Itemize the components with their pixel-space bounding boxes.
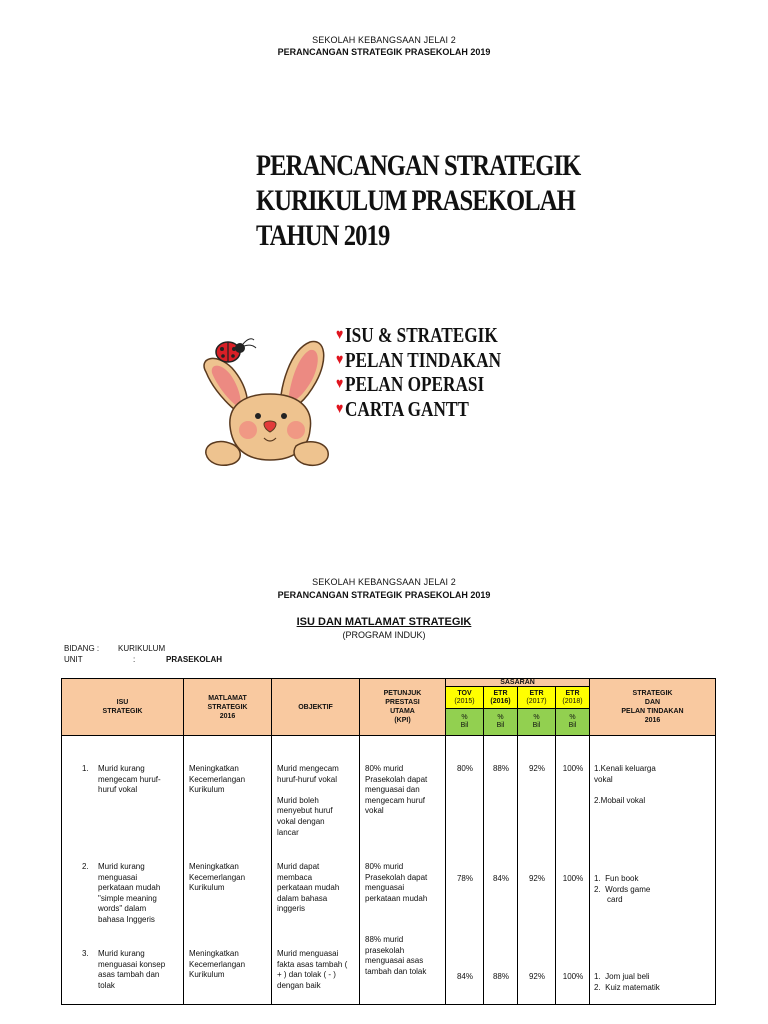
sasaran-col-tov: TOV (2015)	[446, 687, 484, 709]
cover-menu-item: ♥ CARTA GANTT	[336, 396, 469, 421]
kpi-text: 80% murid Prasekolah dapat menguasai perkataan mudah	[365, 862, 428, 903]
strategik-item-cont: card	[607, 895, 623, 905]
etr2017-cell	[518, 736, 556, 1005]
row-number: 3.	[82, 949, 89, 958]
strategik-item: 2. Words game	[594, 884, 651, 894]
header-strategik: STRATEGIK DAN PELAN TINDAKAN 2016	[590, 679, 716, 736]
tov-cell	[446, 736, 484, 1005]
bunny-illustration	[198, 330, 338, 472]
heart-icon: ♥	[336, 327, 344, 343]
plan-title: PERANCANGAN STRATEGIK PRASEKOLAH 2019	[277, 47, 491, 57]
etr2018-value: 100%	[562, 874, 584, 883]
header-kpi: PETUNJUK PRESTASI UTAMA (KPI)	[360, 679, 446, 736]
sasaran-sub: % Bil	[518, 709, 556, 736]
strategik-text: 1.Kenali keluarga vokal 2.Mobail vokal	[594, 764, 656, 805]
bidang-label: BIDANG :	[64, 644, 100, 653]
matlamat-cell	[184, 736, 272, 1005]
cover-menu	[336, 323, 501, 421]
tov-value: 80%	[456, 764, 473, 773]
sasaran-sub: % Bil	[446, 709, 484, 736]
strategik-item: 2. Kuiz matematik	[594, 982, 660, 992]
strategy-table	[61, 678, 716, 1005]
isu-text: Murid kurang mengecam huruf- huruf vokal	[98, 764, 161, 795]
row-number: 1.	[82, 764, 89, 773]
cover-menu-item: ♥ PELAN TINDAKAN	[336, 347, 502, 372]
header-isu: ISU STRATEGIK	[62, 679, 184, 736]
section-title: ISU DAN MATLAMAT STRATEGIK	[296, 616, 472, 628]
header-sasaran: SASARAN	[446, 679, 590, 687]
header-objektif: OBJEKTIF	[272, 679, 360, 736]
sasaran-sub: % Bil	[484, 709, 518, 736]
section-school-name: SEKOLAH KEBANGSAAN JELAI 2	[312, 577, 456, 587]
matlamat-text: Meningkatkan Kecemerlangan Kurikulum	[189, 764, 246, 795]
etr2018-cell	[556, 736, 590, 1005]
kpi-text: 88% murid prasekolah menguasai asas tambah dan tolak	[365, 935, 427, 976]
cover-menu-item: ♥ ISU & STRATEGIK	[336, 323, 498, 347]
etr2016-value: 88%	[492, 764, 509, 773]
etr2017-value: 92%	[528, 874, 545, 883]
isu-text: Murid kurang menguasai konsep asas tambah dan tolak	[98, 949, 166, 990]
cover-menu-item: ♥ PELAN OPERASI	[336, 372, 485, 396]
matlamat-text: Meningkatkan Kecemerlangan Kurikulum	[189, 862, 246, 893]
objektif-text: Murid menguasai fakta asas tambah ( + ) dan tolak ( - ) dengan baik	[277, 949, 348, 990]
row-number: 2.	[82, 862, 89, 871]
bidang-value: KURIKULUM	[118, 644, 166, 653]
sasaran-col-etr2018: ETR (2018)	[556, 687, 590, 709]
cover-title	[256, 148, 580, 253]
tov-value: 78%	[456, 874, 473, 883]
section-plan-title: PERANCANGAN STRATEGIK PRASEKOLAH 2019	[277, 590, 491, 600]
heart-icon: ♥	[336, 351, 344, 368]
strategik-list	[594, 972, 660, 993]
strategik-cell	[590, 736, 716, 1005]
isu-cell	[62, 736, 184, 1005]
etr2016-cell	[484, 736, 518, 1005]
cover-title-line: KURIKULUM PRASEKOLAH	[256, 184, 575, 217]
strategik-item: 1. Fun book	[594, 874, 639, 883]
section-subtitle: (PROGRAM INDUK)	[342, 630, 426, 640]
etr2016-value: 84%	[492, 874, 509, 883]
etr2016-value: 88%	[492, 972, 509, 981]
objektif-text: Murid dapat membaca perkataan mudah dalam bahasa inggeris	[277, 862, 340, 914]
unit-colon: :	[133, 655, 136, 664]
sasaran-sub: % Bil	[556, 709, 590, 736]
unit-value: PRASEKOLAH	[166, 655, 223, 664]
etr2017-value: 92%	[528, 764, 545, 773]
tov-value: 84%	[456, 972, 473, 981]
objektif-cell	[272, 736, 360, 1005]
kpi-cell	[360, 736, 446, 1005]
school-name: SEKOLAH KEBANGSAAN JELAI 2	[312, 35, 456, 45]
heart-icon: ♥	[336, 400, 344, 417]
sasaran-col-etr2016: ETR (2016)	[484, 687, 518, 709]
cover-title-line: PERANCANGAN STRATEGIK	[256, 149, 581, 182]
isu-text: Murid kurang menguasai perkataan mudah "simple meaning words" dalam bahasa Inggeris	[98, 862, 161, 924]
unit-label: UNIT	[64, 655, 83, 664]
header-matlamat: MATLAMAT STRATEGIK 2016	[184, 679, 272, 736]
matlamat-text: Meningkatkan Kecemerlangan Kurikulum	[189, 949, 246, 980]
cover-title-line: TAHUN 2019	[256, 219, 390, 252]
etr2018-value: 100%	[562, 972, 584, 981]
etr2018-value: 100%	[562, 764, 584, 773]
heart-icon: ♥	[336, 376, 344, 392]
strategik-list	[594, 874, 650, 906]
etr2017-value: 92%	[528, 972, 545, 981]
objektif-text: Murid mengecam huruf-huruf vokal Murid boleh menyebut huruf vokal dengan lancar	[277, 764, 339, 837]
strategik-item: 1. Jom jual beli	[594, 972, 650, 981]
sasaran-col-etr2017: ETR (2017)	[518, 687, 556, 709]
kpi-text: 80% murid Prasekolah dapat menguasai dan mengecam huruf vokal	[365, 764, 428, 816]
